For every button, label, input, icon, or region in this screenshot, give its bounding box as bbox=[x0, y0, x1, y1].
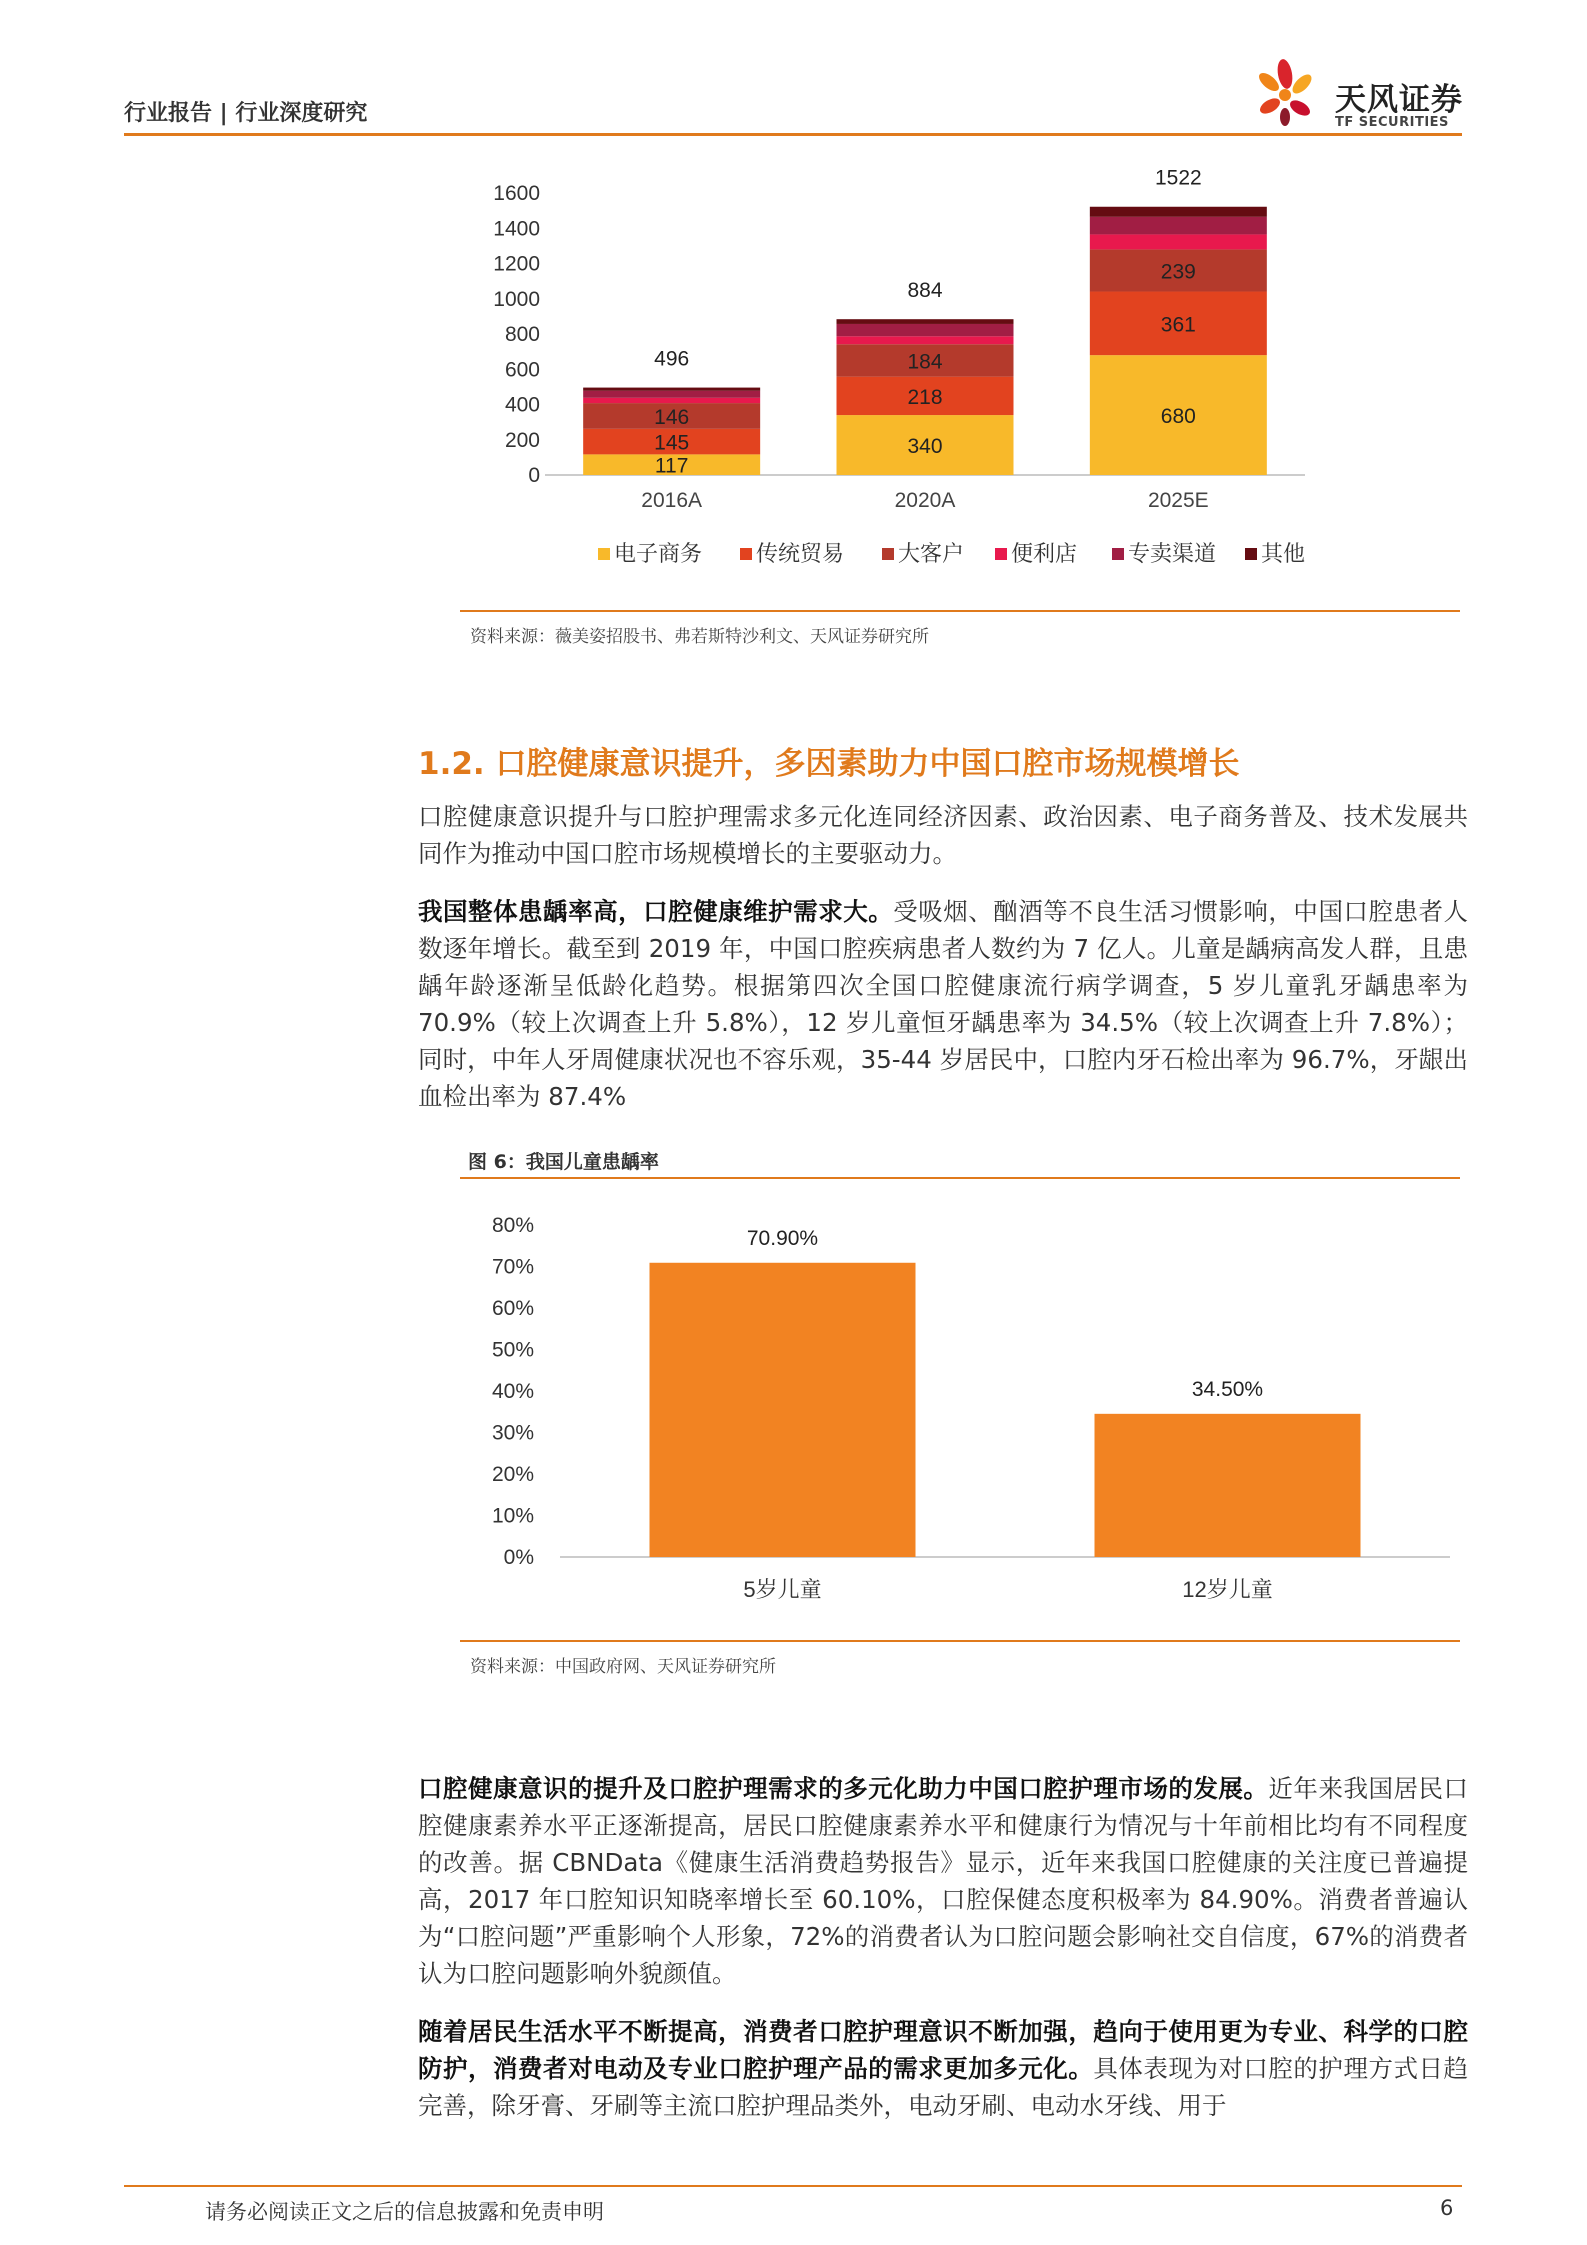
y-tick-label: 800 bbox=[504, 323, 540, 346]
x-category-label: 2020A bbox=[894, 489, 956, 512]
caries-rate-bar-chart bbox=[460, 1195, 1460, 1615]
legend-swatch bbox=[995, 548, 1007, 560]
segment-value-label: 340 bbox=[907, 435, 943, 459]
legend-item-电子商务 bbox=[598, 541, 702, 566]
legend-label: 传统贸易 bbox=[756, 541, 845, 566]
paragraph-caries-lead: 我国整体患龋率高，口腔健康维护需求大。 bbox=[418, 897, 894, 926]
legend-label: 大客户 bbox=[898, 541, 965, 566]
y-tick-label: 40% bbox=[491, 1380, 534, 1403]
chart1-source: 资料来源：薇美姿招股书、弗若斯特沙利文、天风证券研究所 bbox=[470, 627, 929, 647]
legend-swatch bbox=[598, 548, 610, 560]
y-tick-label: 200 bbox=[504, 428, 540, 452]
legend-label: 便利店 bbox=[1011, 541, 1078, 566]
paragraph-diversification-text: 具体表现为对口腔的护理方式日趋完善，除牙膏、牙刷等主流口腔护理品类外，电动牙刷、电动水牙线、用于 bbox=[418, 2054, 1468, 2120]
y-tick-label: 50% bbox=[491, 1338, 534, 1362]
paragraph-diversification-lead: 随着居民生活水平不断提高，消费者口腔护理意识不断加强，趋向于使用更为专业、科学的口腔防护，消费者对电动及专业口腔护理产品的需求更加多元化。 bbox=[418, 2017, 1468, 2083]
bar-total-label: 884 bbox=[907, 279, 943, 303]
legend-item-其他 bbox=[1245, 541, 1305, 566]
segment-value-label: 361 bbox=[1160, 313, 1196, 337]
section-title: 1.2. 口腔健康意识提升，多因素助力中国口腔市场规模增长 bbox=[418, 746, 1240, 782]
figure6-bottom-rule bbox=[460, 1640, 1460, 1642]
figure6-top-rule bbox=[460, 1177, 1460, 1179]
segment-value-label: 239 bbox=[1160, 260, 1196, 284]
y-tick-label: 0 bbox=[528, 464, 540, 487]
y-tick-label: 10% bbox=[491, 1504, 534, 1528]
chart1-bottom-rule bbox=[460, 610, 1460, 612]
y-tick-label: 80% bbox=[491, 1214, 534, 1237]
x-category-label: 2025E bbox=[1147, 489, 1209, 512]
bar-segment-专卖渠道 bbox=[583, 391, 760, 398]
segment-value-label: 145 bbox=[654, 431, 690, 455]
paragraph-caries-text: 受吸烟、酗酒等不良生活习惯影响，中国口腔患者人数逐年增长。截至到 2019 年，中国口腔疾病患者人数约为 7 亿人。儿童是龋病高发人群，且患龋年龄逐渐呈低龄化趋势。根据第四次全国口腔健康流行病学调查，5 岁儿童乳牙龋患率为 70.9%（较上次调查上升 5.8%），12 岁儿童恒牙龋患率为 34.5%（较上次调查上升 7.8%）；同时，中年人牙周健康状况也不容乐观，35-44 岁居民中，口腔内牙石检出率为 96.7%，牙龈出血检出率为 87.4% bbox=[418, 897, 1469, 1111]
paragraph-awareness bbox=[418, 1770, 1468, 1992]
x-category-label: 5岁儿童 bbox=[743, 1577, 822, 1602]
bar-value-label: 70.90% bbox=[746, 1226, 819, 1250]
paragraph-awareness-text: 近年来我国居民口腔健康素养水平正逐渐提高，居民口腔健康素养水平和健康行为情况与十年前相比均有不同程度的改善。据 CBNData《健康生活消费趋势报告》显示，近年来我国口腔健康的关注度已普遍提高，2017 年口腔知识知晓率增长至 60.10%，口腔保健态度积极率为 84.90%。消费者普遍认为“口腔问题”严重影响个人形象，72%的消费者认为口腔问题会影响社交自信度，67%的消费者认为口腔问题影响外貌颜值。 bbox=[418, 1774, 1469, 1988]
bar-segment-便利店 bbox=[583, 398, 760, 403]
bar-segment-专卖渠道 bbox=[1090, 217, 1267, 235]
legend-item-大客户 bbox=[882, 541, 964, 566]
paragraph-awareness-lead: 口腔健康意识的提升及口腔护理需求的多元化助力中国口腔护理市场的发展。 bbox=[418, 1774, 1269, 1803]
legend-label: 其他 bbox=[1261, 541, 1306, 566]
legend-swatch bbox=[1112, 548, 1124, 560]
segment-value-label: 117 bbox=[654, 454, 689, 478]
paragraph-diversification bbox=[418, 2013, 1468, 2124]
y-tick-label: 1400 bbox=[493, 217, 540, 241]
legend-label: 专卖渠道 bbox=[1128, 541, 1217, 566]
y-tick-label: 20% bbox=[491, 1463, 534, 1486]
y-tick-label: 0% bbox=[503, 1546, 534, 1569]
bar-segment-其他 bbox=[1090, 207, 1267, 217]
segment-value-label: 218 bbox=[907, 385, 943, 409]
bar-segment-其他 bbox=[583, 388, 760, 391]
logo-text: 天风证券 bbox=[1335, 82, 1463, 118]
bar-value-label: 34.50% bbox=[1191, 1377, 1264, 1401]
bar-total-label: 1522 bbox=[1154, 166, 1202, 190]
footer-divider bbox=[124, 2185, 1462, 2187]
disclaimer-notice: 请务必阅读正文之后的信息披露和免责申明 bbox=[205, 2200, 604, 2224]
logo-subtext: TF SECURITIES bbox=[1335, 115, 1449, 130]
paragraph-caries bbox=[418, 893, 1468, 1115]
y-tick-label: 600 bbox=[504, 358, 540, 382]
legend-item-便利店 bbox=[995, 541, 1077, 566]
bar-segment-其他 bbox=[837, 319, 1014, 324]
bar-segment-专卖渠道 bbox=[837, 324, 1014, 336]
bar-12岁儿童 bbox=[1095, 1414, 1361, 1557]
x-category-label: 2016A bbox=[641, 489, 703, 512]
bar-total-label: 496 bbox=[654, 347, 690, 371]
stacked-bar-chart bbox=[460, 165, 1360, 595]
segment-value-label: 680 bbox=[1160, 405, 1196, 429]
y-tick-label: 1600 bbox=[493, 182, 540, 205]
legend-item-专卖渠道 bbox=[1112, 541, 1216, 566]
y-tick-label: 60% bbox=[491, 1297, 534, 1320]
y-tick-label: 1000 bbox=[493, 287, 540, 311]
page-number: 6 bbox=[1440, 2196, 1454, 2220]
segment-value-label: 146 bbox=[654, 405, 690, 429]
legend-swatch bbox=[882, 548, 894, 560]
bar-5岁儿童 bbox=[650, 1263, 916, 1557]
legend-item-传统贸易 bbox=[740, 541, 844, 566]
bar-segment-便利店 bbox=[1090, 234, 1267, 249]
segment-value-label: 184 bbox=[907, 350, 943, 374]
paragraph-drivers-text: 口腔健康意识提升与口腔护理需求多元化连同经济因素、政治因素、电子商务普及、技术发展共同作为推动中国口腔市场规模增长的主要驱动力。 bbox=[418, 802, 1468, 868]
y-tick-label: 400 bbox=[504, 393, 540, 417]
legend-swatch bbox=[1245, 548, 1257, 560]
bar-segment-便利店 bbox=[837, 336, 1014, 344]
y-tick-label: 1200 bbox=[493, 252, 540, 276]
figure6-title: 图 6：我国儿童患龋率 bbox=[468, 1151, 659, 1173]
x-category-label: 12岁儿童 bbox=[1182, 1577, 1273, 1602]
legend-swatch bbox=[740, 548, 752, 560]
report-category: 行业报告 | 行业深度研究 bbox=[124, 101, 368, 126]
paragraph-drivers bbox=[418, 798, 1468, 872]
figure6-source: 资料来源：中国政府网、天风证券研究所 bbox=[470, 1657, 776, 1677]
y-tick-label: 30% bbox=[491, 1421, 534, 1445]
y-tick-label: 70% bbox=[491, 1255, 534, 1279]
legend-label: 电子商务 bbox=[614, 541, 703, 566]
